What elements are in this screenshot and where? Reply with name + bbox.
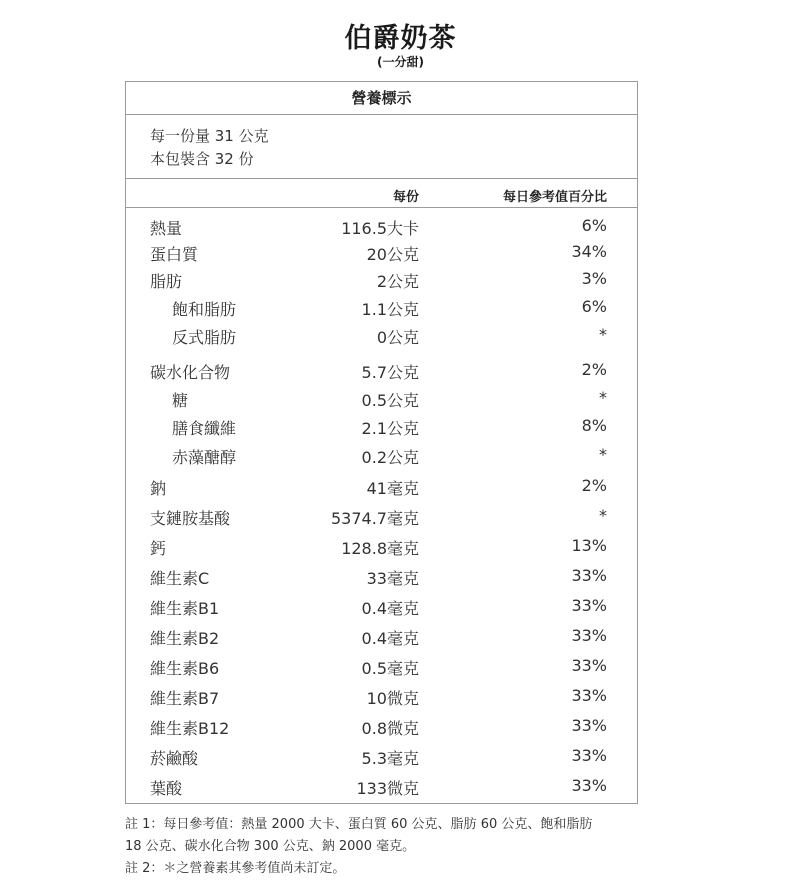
nutrient-amount: 133微克 — [356, 779, 419, 798]
nutrient-row-vitamin-b12 — [126, 713, 637, 741]
nutrient-daily-value: 6% — [581, 297, 607, 316]
nutrient-row-calories — [126, 213, 637, 241]
nutrient-row-vitamin-b1 — [126, 593, 637, 621]
nutrient-name: 熱量 — [150, 219, 183, 238]
column-header-per-serving: 每份 — [392, 190, 419, 205]
nutrient-amount: 116.5大卡 — [341, 219, 419, 238]
nutrient-daily-value: * — [599, 325, 607, 344]
nutrient-daily-value: 3% — [581, 269, 607, 288]
nutrient-daily-value: 33% — [571, 686, 607, 705]
nutrient-name: 碳水化合物 — [150, 363, 231, 382]
nutrient-daily-value: 33% — [571, 716, 607, 735]
nutrient-row-calcium — [126, 533, 637, 561]
nutrient-daily-value: 33% — [571, 626, 607, 645]
nutrient-name: 糖 — [172, 391, 189, 410]
column-header-daily-value: 每日參考值百分比 — [502, 190, 607, 205]
nutrient-row-sugar — [126, 385, 637, 413]
nutrient-row-vitamin-b6 — [126, 653, 637, 681]
nutrient-amount: 5374.7毫克 — [331, 509, 419, 528]
product-title: 伯爵奶茶 — [344, 23, 457, 54]
footnote-1 — [125, 814, 685, 858]
nutrient-amount: 0公克 — [376, 328, 419, 347]
nutrient-name: 維生素B6 — [150, 659, 220, 678]
nutrient-amount: 2公克 — [376, 272, 419, 291]
nutrient-amount: 0.5毫克 — [361, 659, 419, 678]
nutrient-daily-value: 33% — [571, 566, 607, 585]
nutrient-amount: 128.8毫克 — [341, 539, 419, 558]
nutrient-row-erythritol — [126, 442, 637, 470]
nutrient-name: 反式脂肪 — [172, 328, 237, 347]
nutrient-amount: 0.4毫克 — [361, 599, 419, 618]
footnote-1-line-2: 18 公克、碳水化合物 300 公克、鈉 2000 毫克。 — [125, 839, 416, 854]
nutrient-row-fat — [126, 266, 637, 294]
nutrient-daily-value: 33% — [571, 776, 607, 795]
nutrient-daily-value: 33% — [571, 596, 607, 615]
nutrient-name: 維生素B1 — [150, 599, 220, 618]
product-subtitle: (一分甜) — [377, 55, 424, 69]
nutrient-name: 維生素B7 — [150, 689, 220, 708]
nutrient-amount: 5.3毫克 — [361, 749, 419, 768]
nutrient-row-niacin — [126, 743, 637, 771]
nutrient-amount: 33毫克 — [366, 569, 419, 588]
nutrient-name: 維生素B12 — [150, 719, 230, 738]
serving-info — [150, 125, 269, 171]
nutrient-name: 蛋白質 — [150, 245, 199, 264]
nutrient-row-sodium — [126, 473, 637, 501]
nutrient-daily-value: 33% — [571, 656, 607, 675]
nutrient-amount: 20公克 — [366, 245, 419, 264]
nutrient-name: 維生素C — [150, 569, 210, 588]
nutrient-name: 鈣 — [150, 539, 167, 558]
nutrient-row-vitamin-b7 — [126, 683, 637, 711]
nutrient-row-carbohydrate — [126, 357, 637, 385]
nutrient-row-protein — [126, 239, 637, 267]
nutrient-row-folic-acid — [126, 773, 637, 801]
nutrient-name: 菸鹼酸 — [150, 749, 199, 768]
nutrient-amount: 0.4毫克 — [361, 629, 419, 648]
nutrient-amount: 5.7公克 — [361, 363, 419, 382]
nutrient-name: 葉酸 — [150, 779, 183, 798]
nutrient-daily-value: 8% — [581, 416, 607, 435]
nutrient-row-dietary-fiber — [126, 413, 637, 441]
nutrient-amount: 41毫克 — [366, 479, 419, 498]
nutrient-name: 飽和脂肪 — [172, 300, 237, 319]
nutrient-daily-value: 2% — [581, 476, 607, 495]
column-headers — [126, 178, 637, 208]
nutrient-name: 膳食纖維 — [172, 419, 237, 438]
nutrient-row-saturated-fat — [126, 294, 637, 322]
nutrient-row-bcaa — [126, 503, 637, 531]
nutrient-row-trans-fat — [126, 322, 637, 350]
nutrition-facts-panel — [125, 81, 638, 804]
nutrient-name: 赤藻醣醇 — [172, 448, 237, 467]
nutrient-daily-value: * — [599, 506, 607, 525]
nutrient-amount: 0.5公克 — [361, 391, 419, 410]
footnote-1-line-1: 註 1：每日參考值：熱量 2000 大卡、蛋白質 60 公克、脂肪 60 公克、飽和脂肪 — [125, 817, 593, 832]
nutrient-daily-value: 34% — [571, 242, 607, 261]
nutrient-daily-value: * — [599, 388, 607, 407]
nutrient-amount: 1.1公克 — [361, 300, 419, 319]
nutrient-name: 脂肪 — [150, 272, 183, 291]
footnote-2: 註 2：＊之營養素其參考值尚未訂定。 — [125, 861, 346, 876]
nutrient-amount: 0.8微克 — [361, 719, 419, 738]
nutrient-daily-value: 13% — [571, 536, 607, 555]
serving-size: 每一份量 31 公克 — [150, 127, 269, 145]
nutrient-row-vitamin-c — [126, 563, 637, 591]
servings-per-package: 本包裝含 32 份 — [150, 150, 254, 168]
nutrient-name: 支鏈胺基酸 — [150, 509, 231, 528]
nutrient-amount: 10微克 — [366, 689, 419, 708]
nutrient-daily-value: 2% — [581, 360, 607, 379]
nutrient-name: 維生素B2 — [150, 629, 220, 648]
nutrient-daily-value: 33% — [571, 746, 607, 765]
nutrient-amount: 2.1公克 — [361, 419, 419, 438]
nutrient-daily-value: 6% — [581, 216, 607, 235]
nutrient-amount: 0.2公克 — [361, 448, 419, 467]
nutrient-row-vitamin-b2 — [126, 623, 637, 651]
nutrient-name: 鈉 — [150, 479, 167, 498]
nutrition-facts-header: 營養標示 — [126, 82, 637, 115]
nutrient-daily-value: * — [599, 445, 607, 464]
